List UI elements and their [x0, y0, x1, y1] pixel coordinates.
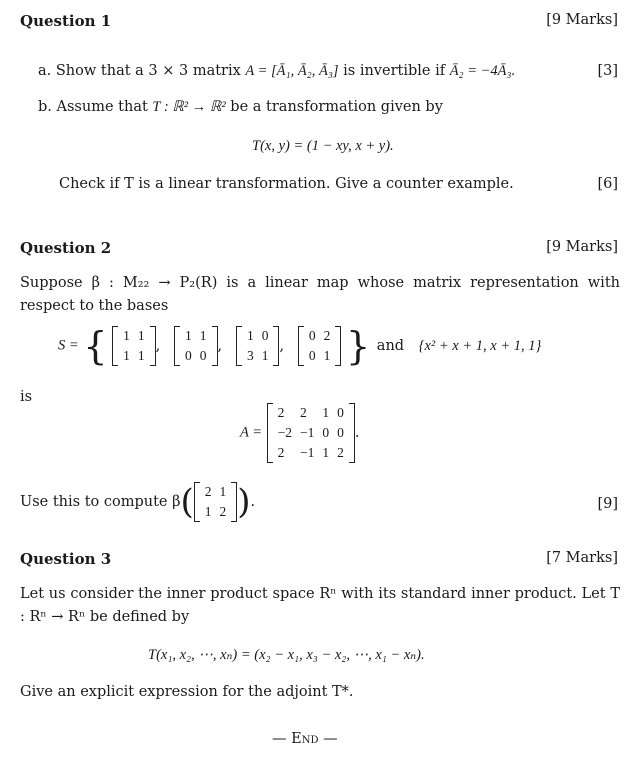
question-2-title: Question 2: [20, 239, 112, 257]
compute-matrix-cell: 1: [219, 484, 227, 499]
basis-matrix-cell: 1: [199, 328, 207, 343]
part-a-math: A = [Ā₁, Ā₂, Ā₃]: [245, 63, 339, 79]
left-brace: {: [83, 324, 108, 368]
basis-matrix-row: [119, 346, 149, 366]
part-b-formula: T(x, y) = (1 − xy, x + y).: [252, 138, 394, 154]
compute-text: Use this to compute β: [20, 494, 181, 510]
poly-basis: {x² + x + 1, x + 1, 1}: [418, 337, 542, 354]
basis-matrix-cell: 2: [323, 328, 331, 343]
compute-matrix-cell: 2: [219, 504, 227, 519]
matrix-a-cell: −1: [300, 445, 315, 460]
question-2-marks: [9 Marks]: [546, 239, 618, 255]
matrix-a-cell: 0: [337, 405, 344, 420]
basis-matrix-row: [305, 326, 335, 346]
matrix-a-cell: 2: [300, 405, 307, 420]
end-marker: — End —: [272, 731, 338, 747]
part-b-math: T : ℝ² → ℝ²: [152, 99, 226, 115]
question-3-marks: [7 Marks]: [546, 550, 618, 566]
basis-matrix-cell: 1: [185, 328, 192, 343]
basis-matrix-row: [181, 346, 211, 366]
q1-part-b: [38, 99, 443, 116]
basis-matrix-cell: 0: [261, 328, 269, 343]
basis-matrix-row: [243, 346, 273, 366]
basis-matrix-cell: 0: [308, 348, 316, 363]
compute-matrix-row: [201, 482, 231, 502]
compute-block: Use this to compute β( 2 1 1 2 ).: [20, 482, 256, 522]
matrix-a-cell: −2: [277, 425, 292, 440]
basis-matrix-cell: 1: [246, 328, 254, 343]
basis-matrix-row: [305, 346, 335, 366]
basis-matrix-3: [236, 326, 280, 366]
basis-matrix-cell: 1: [123, 348, 130, 363]
part-b-text-1: Assume that: [56, 99, 153, 115]
part-a-text-1: Show that a 3 × 3 matrix: [55, 63, 246, 79]
basis-matrix-cell: 0: [308, 328, 316, 343]
compute-matrix: [194, 482, 238, 522]
basis-matrix-1: [112, 326, 156, 366]
matrix-a-row: [274, 423, 348, 443]
basis-matrix-cell: 1: [137, 348, 145, 363]
part-a-math-2: Ā₂ = −4Ā₃.: [449, 63, 516, 79]
basis-matrix-row: [119, 326, 149, 346]
basis-matrix-cell: 1: [323, 348, 331, 363]
compute-matrix-row: [201, 502, 231, 522]
q2-intro: Suppose β : M₂₂ → P₂(R) is a linear map whose matrix representation with respect to the bases: [20, 275, 620, 314]
s-label: S =: [58, 337, 79, 354]
question-1-marks: [9 Marks]: [546, 12, 618, 28]
basis-matrix-row: [181, 326, 211, 346]
compute-matrix-cell: 1: [204, 504, 212, 519]
basis-matrix-cell: 3: [246, 348, 254, 363]
q1-part-a: [38, 63, 515, 80]
matrix-a-cell: 0: [322, 425, 330, 440]
matrix-a: [267, 403, 355, 463]
question-1-title: Question 1: [20, 12, 112, 30]
matrix-a-cell: 2: [277, 405, 285, 420]
part-b-label: b.: [38, 99, 52, 115]
matrix-a-row: [274, 403, 348, 423]
part-a-label: a.: [38, 63, 52, 79]
basis-matrix-cell: 1: [137, 328, 145, 343]
basis-s: S = { 1 1 1 1 , 1 1 0 0 , 1 0 3 1 , 0 2 0 1 } and {x² + x + 1, x + 1, 1}: [58, 324, 542, 368]
part-b-text-2: be a transformation given by: [225, 99, 443, 115]
matrix-a-label: A =: [240, 424, 263, 441]
question-3-title: Question 3: [20, 550, 112, 568]
matrix-a-cell: 2: [277, 445, 285, 460]
right-brace: }: [346, 324, 371, 368]
q3-intro: Let us consider the inner product space Rⁿ with its standard inner product. Let T : Rⁿ → Rⁿ be defined by: [20, 586, 620, 625]
q3-adjoint: Give an explicit expression for the adjoint T*.: [20, 684, 354, 700]
is-text: is: [20, 389, 33, 405]
matrix-a-cell: 0: [337, 425, 344, 440]
basis-matrix-row: [243, 326, 273, 346]
part-b-marks: [6]: [597, 176, 618, 192]
matrix-a-cell: −1: [300, 425, 315, 440]
compute-marks: [9]: [597, 496, 618, 512]
part-a-marks: [3]: [597, 63, 618, 79]
basis-matrix-2: [174, 326, 218, 366]
matrix-a-cell: 1: [322, 445, 330, 460]
q3-formula: T(x₁, x₂, ⋯, xₙ) = (x₂ − x₁, x₃ − x₂, ⋯, x₁ − xₙ).: [148, 647, 425, 663]
basis-matrix-cell: 1: [261, 348, 269, 363]
matrix-a-cell: 2: [337, 445, 344, 460]
basis-matrix-4: [298, 326, 342, 366]
part-b-check: Check if T is a linear transformation. Give a counter example.: [59, 176, 514, 192]
matrix-a-cell: 1: [322, 405, 330, 420]
basis-matrix-cell: 1: [123, 328, 130, 343]
compute-matrix-cell: 2: [204, 484, 212, 499]
basis-matrix-cell: 0: [199, 348, 207, 363]
and-text: and: [376, 338, 405, 354]
matrix-a-row: [274, 443, 348, 463]
part-a-text-2: is invertible if: [338, 63, 450, 79]
matrix-a-block: A = 2 2 1 0 −2 −1 0 0 2 −1 1 2 .: [240, 403, 359, 463]
basis-matrix-cell: 0: [185, 348, 192, 363]
